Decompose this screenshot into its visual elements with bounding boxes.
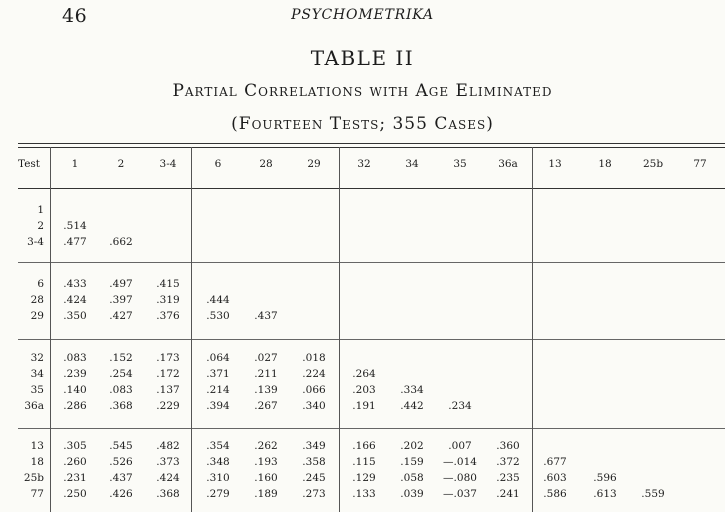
table-cell: .264: [352, 368, 376, 380]
table-cell: .559: [641, 488, 665, 500]
group-rule-2: [18, 339, 725, 340]
table-cell: .129: [352, 472, 376, 484]
row-label: 29: [30, 310, 44, 322]
table-cell: .596: [593, 472, 617, 484]
column-header: 77: [693, 158, 707, 170]
table-cell: .603: [543, 472, 567, 484]
row-label: 77: [30, 488, 44, 500]
table-cell: .140: [63, 384, 87, 396]
top-double-rule-b: [18, 147, 725, 148]
header-corner: Test: [18, 158, 41, 170]
table-cell: .305: [63, 440, 87, 452]
table-cell: —.014: [443, 456, 477, 468]
row-label: 36a: [24, 400, 44, 412]
table-cell: .334: [400, 384, 424, 396]
table-cell: .245: [302, 472, 326, 484]
table-cell: .394: [206, 400, 230, 412]
table-cell: .354: [206, 440, 230, 452]
table-cell: .279: [206, 488, 230, 500]
column-header: 36a: [498, 158, 518, 170]
table-cell: .368: [156, 488, 180, 500]
table-cell: .191: [352, 400, 376, 412]
table-cell: .229: [156, 400, 180, 412]
table-cell: .007: [448, 440, 472, 452]
table-cell: .234: [448, 400, 472, 412]
table-cell: .360: [496, 440, 520, 452]
table-cell: .173: [156, 352, 180, 364]
table-cell: .427: [109, 310, 133, 322]
column-header: 29: [307, 158, 321, 170]
table-cell: .444: [206, 294, 230, 306]
table-cell: .193: [254, 456, 278, 468]
table-cell: .358: [302, 456, 326, 468]
table-cell: .497: [109, 278, 133, 290]
row-label: 13: [30, 440, 44, 452]
table-cell: .677: [543, 456, 567, 468]
table-cell: .514: [63, 220, 87, 232]
table-cell: .235: [496, 472, 520, 484]
table-cell: .437: [254, 310, 278, 322]
column-header: 3-4: [159, 158, 177, 170]
row-label: 2: [37, 220, 44, 232]
table-cell: .058: [400, 472, 424, 484]
table-cell: .250: [63, 488, 87, 500]
table-cell: .482: [156, 440, 180, 452]
table-cell: .349: [302, 440, 326, 452]
table-cell: .437: [109, 472, 133, 484]
table-cell: .310: [206, 472, 230, 484]
row-label: 18: [30, 456, 44, 468]
header-rule: [18, 188, 725, 189]
table-label: TABLE II: [310, 46, 415, 70]
table-cell: .214: [206, 384, 230, 396]
table-cell: .262: [254, 440, 278, 452]
page-number: 46: [62, 5, 88, 27]
table-cell: .083: [63, 352, 87, 364]
table-cell: .662: [109, 236, 133, 248]
column-header: 35: [453, 158, 467, 170]
table-cell: .273: [302, 488, 326, 500]
table-cell: .371: [206, 368, 230, 380]
table-cell: .202: [400, 440, 424, 452]
table-cell: .348: [206, 456, 230, 468]
column-header: 34: [405, 158, 419, 170]
table-cell: .172: [156, 368, 180, 380]
row-label: 1: [37, 204, 44, 216]
table-cell: .397: [109, 294, 133, 306]
table-cell: .203: [352, 384, 376, 396]
row-label: 28: [30, 294, 44, 306]
table-cell: .064: [206, 352, 230, 364]
column-header: 2: [117, 158, 125, 170]
column-header: 25b: [642, 158, 664, 170]
column-header: 32: [357, 158, 371, 170]
row-label: 3-4: [27, 236, 44, 248]
table-cell: .211: [254, 368, 278, 380]
column-header: 28: [259, 158, 273, 170]
column-header: 1: [71, 158, 79, 170]
table-cell: .350: [63, 310, 87, 322]
column-header: 6: [214, 158, 222, 170]
row-label: 34: [30, 368, 44, 380]
top-double-rule-a: [18, 143, 725, 144]
row-label: 32: [30, 352, 44, 364]
group-rule-3: [18, 428, 725, 429]
journal-title: PSYCHOMETRIKA: [291, 7, 434, 23]
table-cell: .137: [156, 384, 180, 396]
row-label: 35: [30, 384, 44, 396]
table-cell: .189: [254, 488, 278, 500]
table-cell: .286: [63, 400, 87, 412]
table-title: Partial Correlations with Age Eliminated: [172, 81, 553, 101]
table-cell: .083: [109, 384, 133, 396]
table-cell: .066: [302, 384, 326, 396]
table-cell: .224: [302, 368, 326, 380]
table-cell: .340: [302, 400, 326, 412]
table-cell: .586: [543, 488, 567, 500]
column-header: 18: [598, 158, 612, 170]
group-rule-1: [18, 262, 725, 263]
table-cell: .433: [63, 278, 87, 290]
table-cell: .424: [63, 294, 87, 306]
table-cell: .424: [156, 472, 180, 484]
table-cell: .372: [496, 456, 520, 468]
table-cell: .526: [109, 456, 133, 468]
row-label: 25b: [23, 472, 44, 484]
column-header: 13: [548, 158, 562, 170]
table-cell: .368: [109, 400, 133, 412]
table-cell: .415: [156, 278, 180, 290]
table-cell: .373: [156, 456, 180, 468]
table-cell: .239: [63, 368, 87, 380]
column-rule-1: [50, 147, 51, 512]
table-cell: .477: [63, 236, 87, 248]
table-cell: .426: [109, 488, 133, 500]
table-cell: —.037: [443, 488, 477, 500]
table-cell: .039: [400, 488, 424, 500]
table-cell: .160: [254, 472, 278, 484]
row-label: 6: [37, 278, 44, 290]
table-cell: .376: [156, 310, 180, 322]
table-cell: .545: [109, 440, 133, 452]
table-cell: .018: [302, 352, 326, 364]
table-cell: .319: [156, 294, 180, 306]
table-cell: .613: [593, 488, 617, 500]
column-rule-4: [532, 147, 533, 512]
table-cell: .027: [254, 352, 278, 364]
table-cell: .159: [400, 456, 424, 468]
table-cell: .530: [206, 310, 230, 322]
table-cell: .267: [254, 400, 278, 412]
column-rule-3: [339, 147, 340, 512]
column-rule-2: [191, 147, 192, 512]
table-cell: .152: [109, 352, 133, 364]
table-cell: .231: [63, 472, 87, 484]
table-cell: .139: [254, 384, 278, 396]
table-subtitle: (Fourteen Tests; 355 Cases): [231, 114, 494, 134]
table-cell: .115: [352, 456, 376, 468]
table-cell: .133: [352, 488, 376, 500]
table-cell: .241: [496, 488, 520, 500]
table-cell: .166: [352, 440, 376, 452]
table-cell: .442: [400, 400, 424, 412]
table-cell: .254: [109, 368, 133, 380]
table-cell: —.080: [443, 472, 477, 484]
table-cell: .260: [63, 456, 87, 468]
